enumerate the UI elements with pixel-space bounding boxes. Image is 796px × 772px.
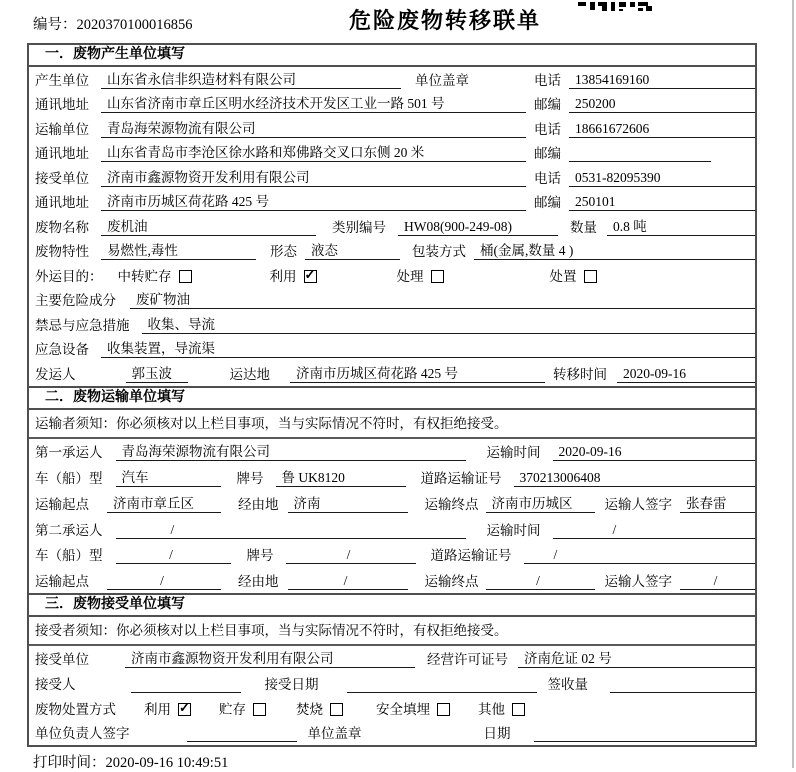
- unchecked-checkbox-icon: [179, 270, 192, 283]
- checkbox-option-unchecked: [397, 269, 444, 285]
- field-label: 运输人签字: [604, 574, 672, 590]
- section-header-transporter: 二．废物运输单位填写: [29, 386, 755, 410]
- field-value-underline: [610, 676, 755, 693]
- field-label: 邮编: [534, 195, 561, 210]
- form-row: [29, 721, 755, 746]
- field-value-underline: 废机油: [101, 219, 316, 236]
- field-label: 主要危险成分: [35, 293, 116, 308]
- checkbox-option-unchecked: [296, 702, 343, 718]
- field-value-underline: 2020-09-16: [617, 366, 755, 383]
- field-label: 签收量: [547, 676, 588, 692]
- field-value-underline: 张春雷: [680, 496, 755, 513]
- field-label: 单位负责人签字: [35, 726, 130, 742]
- field-value-underline: 0531-82095390: [569, 170, 755, 187]
- field-label: 接受单位: [35, 170, 89, 186]
- section-notice-transporter: 运输者须知：你必须核对以上栏目事项，当与实际情况不符时，有权拒绝接受。: [29, 410, 755, 439]
- section-header-receiver: 三．废物接受单位填写: [29, 593, 755, 617]
- field-label: 车（船）型: [35, 548, 103, 564]
- field-label: 道路运输证号: [430, 548, 512, 564]
- field-value-underline: [131, 676, 241, 693]
- field-value-underline: 桶(金属,数量 4 ): [474, 243, 755, 260]
- field-value-underline: 青岛海荣源物流有限公司: [116, 444, 466, 461]
- section-header-producer: 一．废物产生单位填写: [29, 45, 755, 67]
- field-value-underline: 济南市历城区荷花路 425 号: [101, 194, 526, 211]
- field-label: 包装方式: [412, 244, 466, 259]
- field-value-underline: 鲁 UK8120: [276, 470, 406, 487]
- field-value-underline: /: [286, 547, 416, 564]
- field-label: 数量: [570, 219, 597, 235]
- print-time: [33, 751, 228, 772]
- field-label: 运输终点: [424, 574, 479, 590]
- field-value-underline: 山东省济南市章丘区明水经济技术开发区工业一路 501 号: [101, 96, 526, 113]
- static-text: 单位盖章: [307, 726, 362, 742]
- field-label: 形态: [270, 244, 297, 259]
- field-label: 运输人签字: [604, 496, 672, 512]
- field-label: 运输单位: [35, 121, 89, 137]
- field-label: 废物名称: [35, 219, 89, 235]
- static-text: 单位盖章: [415, 72, 469, 88]
- checkbox-label: 贮存: [219, 701, 246, 717]
- print-time-value: 2020-09-16 10:49:51: [105, 755, 229, 771]
- field-value-underline: 济南危证 02 号: [518, 651, 755, 668]
- field-value-underline: 青岛海荣源物流有限公司: [101, 121, 526, 138]
- field-value-underline: 山东省永信非织造材料有限公司: [101, 72, 401, 89]
- field-value-underline: 250200: [569, 96, 755, 113]
- form-row: [29, 671, 755, 696]
- form-row: [29, 516, 755, 542]
- field-label: 通讯地址: [35, 97, 89, 112]
- field-value-underline: /: [486, 573, 595, 590]
- field-label: 废物特性: [35, 244, 89, 259]
- checkbox-option-unchecked: [478, 702, 525, 718]
- field-label: 经由地: [238, 574, 279, 590]
- field-value-underline: 郭玉波: [126, 366, 188, 383]
- field-value-underline: /: [553, 522, 756, 539]
- form-row: [29, 263, 755, 288]
- field-label: 发运人: [35, 366, 76, 382]
- unchecked-checkbox-icon: [437, 703, 450, 716]
- field-value-underline: /: [288, 573, 408, 590]
- field-value-underline: /: [524, 547, 756, 564]
- checkbox-label: 其他: [478, 701, 505, 717]
- field-label: 通讯地址: [35, 195, 89, 210]
- form-row: [29, 116, 755, 141]
- field-value-underline: 废矿物油: [130, 292, 755, 309]
- field-value-underline: /: [116, 547, 231, 564]
- form-row: [29, 214, 755, 239]
- form-row: [29, 312, 755, 337]
- field-value-underline: 收集、导流: [142, 317, 756, 334]
- form-row: [29, 696, 755, 721]
- field-label: 外运目的：: [35, 268, 103, 284]
- field-value-underline: HW08(900-249-08): [398, 219, 558, 236]
- field-value-underline: 济南市历城区: [486, 496, 595, 513]
- checkbox-option-unchecked: [376, 702, 450, 718]
- field-label: 接受人: [35, 676, 76, 692]
- document-number-label: 编号：: [33, 17, 77, 33]
- form-row: [29, 239, 755, 264]
- form-row: [29, 337, 755, 362]
- field-label: 牌号: [236, 471, 264, 487]
- page-edge-line: [792, 0, 794, 768]
- form-row: [29, 361, 755, 386]
- field-value-underline: [534, 725, 756, 742]
- checkbox-label: 焚烧: [296, 701, 323, 717]
- form-row: [29, 439, 755, 465]
- field-value-underline: 370213006408: [514, 470, 756, 487]
- field-value-underline: 0.8 吨: [607, 219, 755, 236]
- checkbox-option-unchecked: [219, 702, 266, 718]
- field-label: 运输起点: [35, 496, 89, 512]
- form-row: [29, 165, 755, 190]
- checkbox-option-checked: [144, 702, 191, 718]
- checkbox-option-checked: [270, 269, 317, 285]
- form-row: [29, 67, 755, 92]
- field-label: 类别编号: [332, 219, 386, 235]
- checked-checkbox-icon: [178, 703, 191, 716]
- field-value-underline: [347, 676, 537, 693]
- checkbox-label: 中转贮存: [117, 268, 172, 284]
- field-value-underline: 收集装置，导流渠: [101, 341, 755, 358]
- form-row: [29, 141, 755, 166]
- unchecked-checkbox-icon: [253, 703, 266, 716]
- checkbox-option-unchecked: [550, 269, 597, 285]
- field-label: 电话: [534, 72, 561, 88]
- form-row: [29, 92, 755, 117]
- field-value-underline: 汽车: [116, 470, 221, 487]
- checkbox-label: 安全填埋: [376, 701, 430, 717]
- field-label: 通讯地址: [35, 146, 89, 161]
- form-row: [29, 490, 755, 516]
- field-label: 电话: [534, 170, 561, 186]
- print-time-label: 打印时间：: [33, 755, 106, 771]
- section-notice-receiver: 接受者须知：你必须核对以上栏目事项，当与实际情况不符时，有权拒绝接受。: [29, 617, 755, 646]
- field-value-underline: [187, 725, 297, 742]
- field-value-underline: 易燃性,毒性: [101, 243, 256, 260]
- field-label: 电话: [534, 121, 561, 137]
- form-row: [29, 542, 755, 568]
- document-number-value: 2020370100016856: [76, 17, 193, 33]
- qr-code-fragment: [578, 0, 652, 11]
- field-label: 禁忌与应急措施: [35, 317, 130, 333]
- form-row: [29, 464, 755, 490]
- field-label: 牌号: [246, 548, 274, 564]
- unchecked-checkbox-icon: [431, 270, 444, 283]
- field-label: 运达地: [229, 366, 270, 382]
- field-value-underline: 2020-09-16: [553, 444, 756, 461]
- field-value-underline: [569, 145, 711, 162]
- field-label: 经由地: [238, 496, 279, 512]
- field-value-underline: 济南市历城区荷花路 425 号: [290, 366, 545, 383]
- form-table: [27, 43, 757, 747]
- field-value-underline: 山东省青岛市李沧区徐水路和郑佛路交叉口东侧 20 米: [101, 145, 526, 162]
- field-label: 邮编: [534, 146, 561, 161]
- checked-checkbox-icon: [304, 270, 317, 283]
- field-value-underline: /: [107, 573, 221, 590]
- checkbox-label: 利用: [269, 268, 297, 284]
- field-value-underline: 济南市鑫源物资开发利用有限公司: [101, 170, 526, 187]
- form-row: [29, 646, 755, 671]
- form-row: [29, 288, 755, 313]
- checkbox-option-unchecked: [118, 269, 192, 285]
- form-row: [29, 567, 755, 593]
- field-value-underline: 液态: [305, 243, 400, 260]
- field-value-underline: 18661672606: [569, 121, 755, 138]
- field-label: 废物处置方式: [35, 701, 116, 717]
- field-label: 接受单位: [35, 652, 89, 668]
- page-title: 危险废物转移联单: [348, 8, 541, 33]
- checkbox-label: 处理: [396, 268, 424, 284]
- field-value-underline: 济南市章丘区: [107, 496, 221, 513]
- field-label: 运输起点: [35, 574, 89, 590]
- field-label: 邮编: [534, 97, 561, 112]
- field-label: 车（船）型: [35, 471, 103, 487]
- field-label: 道路运输证号: [420, 471, 502, 487]
- field-value-underline: 济南: [288, 496, 408, 513]
- field-value-underline: /: [680, 573, 755, 590]
- unchecked-checkbox-icon: [512, 703, 525, 716]
- field-label: 接受日期: [264, 676, 319, 692]
- field-label: 转移时间: [553, 366, 607, 382]
- field-value-underline: 13854169160: [569, 72, 755, 89]
- field-value-underline: 济南市鑫源物资开发利用有限公司: [125, 651, 415, 668]
- field-value-underline: 250101: [569, 194, 755, 211]
- form-row: [29, 190, 755, 215]
- field-label: 第一承运人: [35, 445, 103, 461]
- unchecked-checkbox-icon: [330, 703, 343, 716]
- field-value-underline: /: [116, 522, 466, 539]
- qr-code-fragment-glyph: [578, 2, 652, 11]
- field-label: 运输时间: [486, 445, 541, 461]
- field-label: 应急设备: [35, 342, 89, 357]
- field-label: 运输终点: [424, 496, 479, 512]
- checkbox-label: 处置: [549, 268, 577, 284]
- unchecked-checkbox-icon: [584, 270, 597, 283]
- field-label: 运输时间: [486, 522, 541, 538]
- field-label: 第二承运人: [35, 522, 103, 538]
- checkbox-label: 利用: [144, 701, 171, 717]
- field-label: 日期: [483, 726, 511, 742]
- field-label: 经营许可证号: [427, 652, 508, 668]
- field-label: 产生单位: [35, 72, 89, 88]
